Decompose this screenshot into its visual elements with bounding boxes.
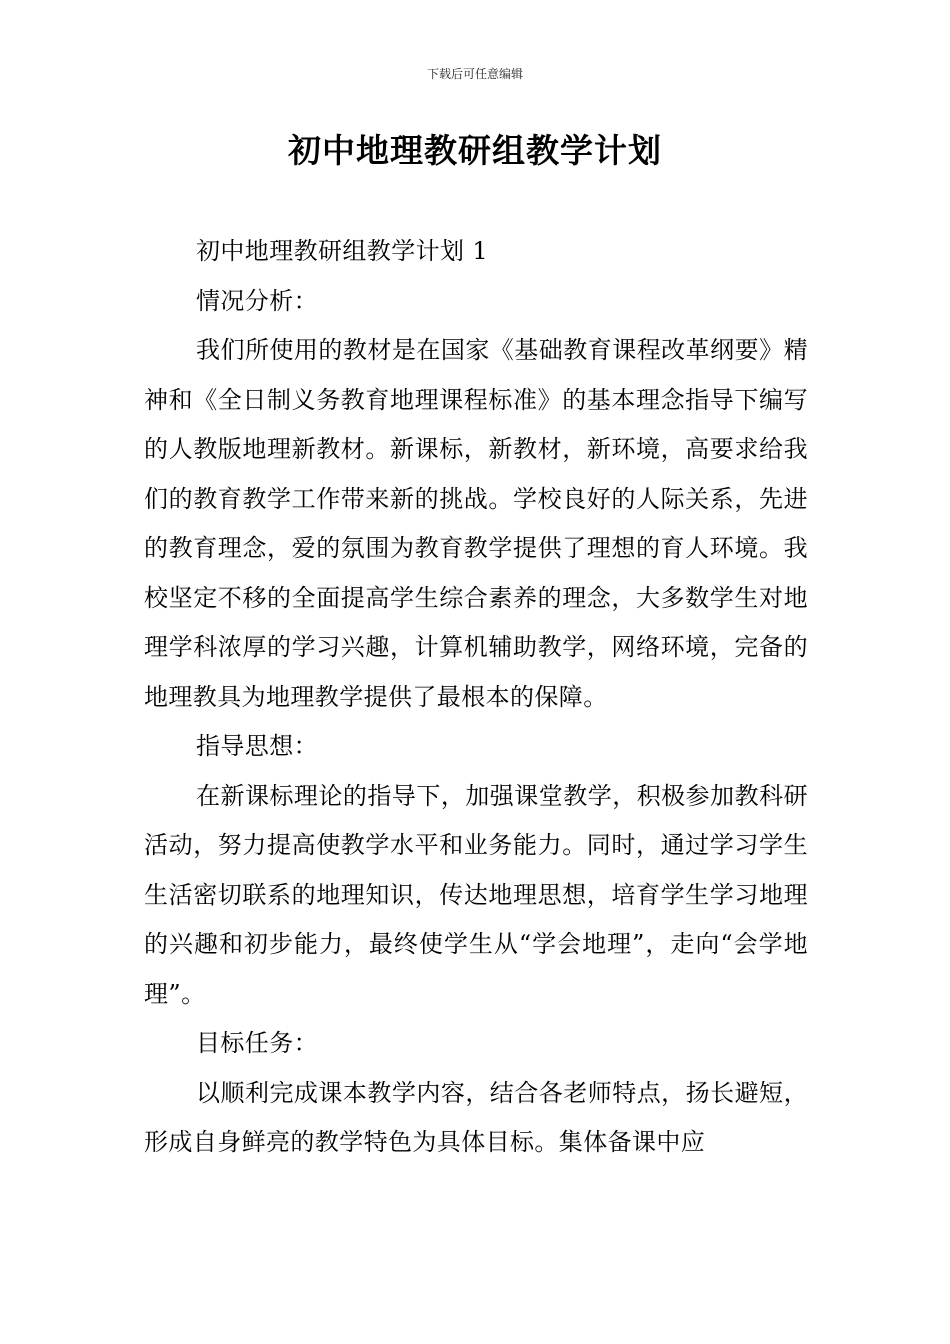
section-heading-situation: 情况分析： [196, 286, 318, 315]
section-heading-plan: 初中地理教研组教学计划 1 [196, 237, 489, 265]
header-note: 下载后可任意编辑 [426, 67, 523, 81]
paragraph-situation: 我们所使用的教材是在国家《基础教育课程改革纲要》精神和《全日制义务教育地理课程标准》的基本理念指导下编写的人教版地理新教材。新课标，新教材，新环境，高要求给我们的教育教学工作带来新的挑战。学校良好的人际关系，先进的教育理念，爱的氛围为教育教学提供了理想的育人环境。我校坚定不移的全面提高学生综合素养的理念，大多数学生对地理学科浓厚的学习兴趣，计算机辅助教学，网络环境，完备的地理教具为地理教学提供了最根本的保障。 [144, 336, 808, 711]
document-body [144, 227, 808, 1168]
section-heading-guiding: 指导思想： [196, 732, 318, 760]
document-title: 初中地理教研组教学计划 [288, 131, 662, 170]
paragraph-goals: 以顺利完成课本教学内容，结合各老师特点，扬长避短，形成自身鲜亮的教学特色为具体目标。集体备课中应 [144, 1078, 808, 1156]
paragraph-guiding: 在新课标理论的指导下，加强课堂教学，积极参加教科研活动，努力提高使教学水平和业务能力。同时，通过学习学生生活密切联系的地理知识，传达地理思想，培育学生学习地理的兴趣和初步能力，最终使学生从“学会地理”，走向“会学地理”。 [144, 781, 808, 1008]
section-heading-goals: 目标任务： [196, 1029, 318, 1057]
